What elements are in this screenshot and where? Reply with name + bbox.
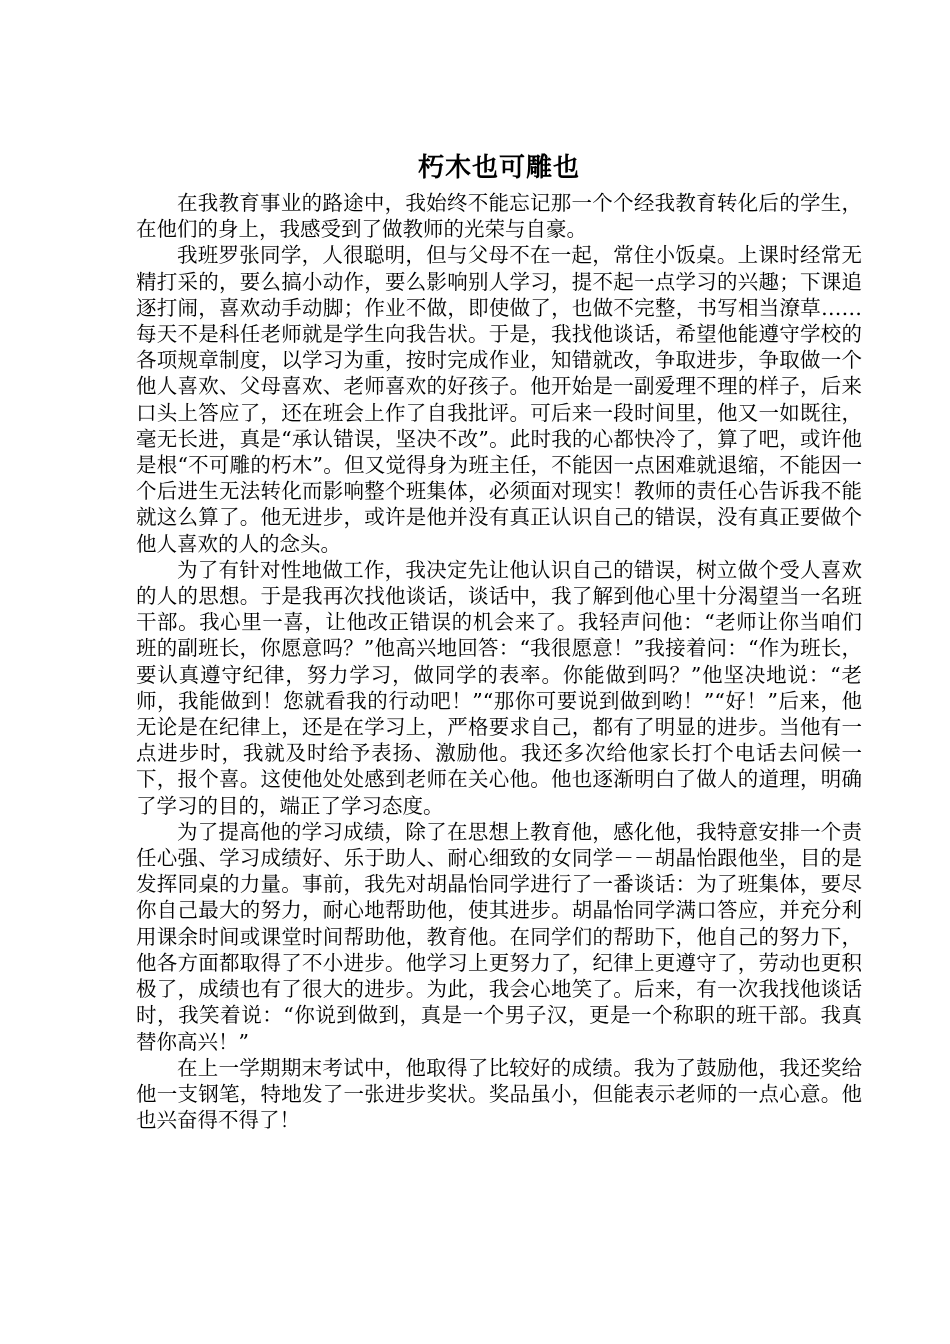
paragraph-2: 我班罗张同学，人很聪明，但与父母不在一起，常住小饭桌。上课时经常无精打采的，要么搞小动作，要么影响别人学习，提不起一点学习的兴趣；下课追逐打闹，喜欢动手动脚；作业不做，即使做了，也做不完整，书写相当潦草……每天不是科任老师就是学生向我告状。于是，我找他谈话，希望他能遵守学校的各项规章制度，以学习为重，按时完成作业，知错就改，争取进步，争取做一个他人喜欢、父母喜欢、老师喜欢的好孩子。他开始是一副爱理不理的样子，后来口头上答应了，还在班会上作了自我批评。可后来一段时间里，他又一如既往，毫无长进，真是“承认错误，坚决不改”。此时我的心都快冷了，算了吧，或许他是根“不可雕的朽木”。但又觉得身为班主任，不能因一点困难就退缩，不能因一个后进生无法转化而影响整个班集体，必须面对现实！教师的责任心告诉我不能就这么算了。他无进步，或许是他并没有真正认识自己的错误，没有真正要做个他人喜欢的人的念头。	[136, 243, 862, 556]
document-title: 朽木也可雕也	[417, 153, 580, 183]
paragraph-5: 在上一学期期末考试中，他取得了比较好的成绩。我为了鼓励他，我还奖给他一支钢笔，特地发了一张进步奖状。奖品虽小，但能表示老师的一点心意。他也兴奋得不得了！	[136, 1055, 862, 1133]
paragraph-3: 为了有针对性地做工作，我决定先让他认识自己的错误，树立做个受人喜欢的人的思想。于是我再次找他谈话，谈话中，我了解到他心里十分渴望当一名班干部。我心里一喜，让他改正错误的机会来了。我轻声问他：“老师让你当咱们班的副班长，你愿意吗？”他高兴地回答：“我很愿意！”我接着问：“作为班长，要认真遵守纪律，努力学习，做同学的表率。你能做到吗？”他坚决地说：“老师，我能做到！您就看我的行动吧！”“那你可要说到做到哟！”“好！”后来，他无论是在纪律上，还是在学习上，严格要求自己，都有了明显的进步。当他有一点进步时，我就及时给予表扬、激励他。我还多次给他家长打个电话去问候一下，报个喜。这使他处处感到老师在关心他。他也逐渐明白了做人的道理，明确了学习的目的，端正了学习态度。	[136, 557, 862, 818]
paragraph-1: 在我教育事业的路途中，我始终不能忘记那一个个经我教育转化后的学生，在他们的身上，我感受到了做教师的光荣与自豪。	[136, 191, 862, 242]
paragraph-4: 为了提高他的学习成绩，除了在思想上教育他，感化他，我特意安排一个责任心强、学习成绩好、乐于助人、耐心细致的女同学－－胡晶怡跟他坐，目的是发挥同桌的力量。事前，我先对胡晶怡同学进行了一番谈话：为了班集体，要尽你自己最大的努力，耐心地帮助他，使其进步。胡晶怡同学满口答应，并充分利用课余时间或课堂时间帮助他，教育他。在同学们的帮助下，他自己的努力下，他各方面都取得了不小进步。他学习上更努力了，纪律上更遵守了，劳动也更积极了，成绩也有了很大的进步。为此，我会心地笑了。后来，有一次我找他谈话时，我笑着说：“你说到做到，真是一个男子汉，更是一个称职的班干部。我真替你高兴！”	[136, 819, 862, 1054]
document-body	[136, 148, 862, 1133]
